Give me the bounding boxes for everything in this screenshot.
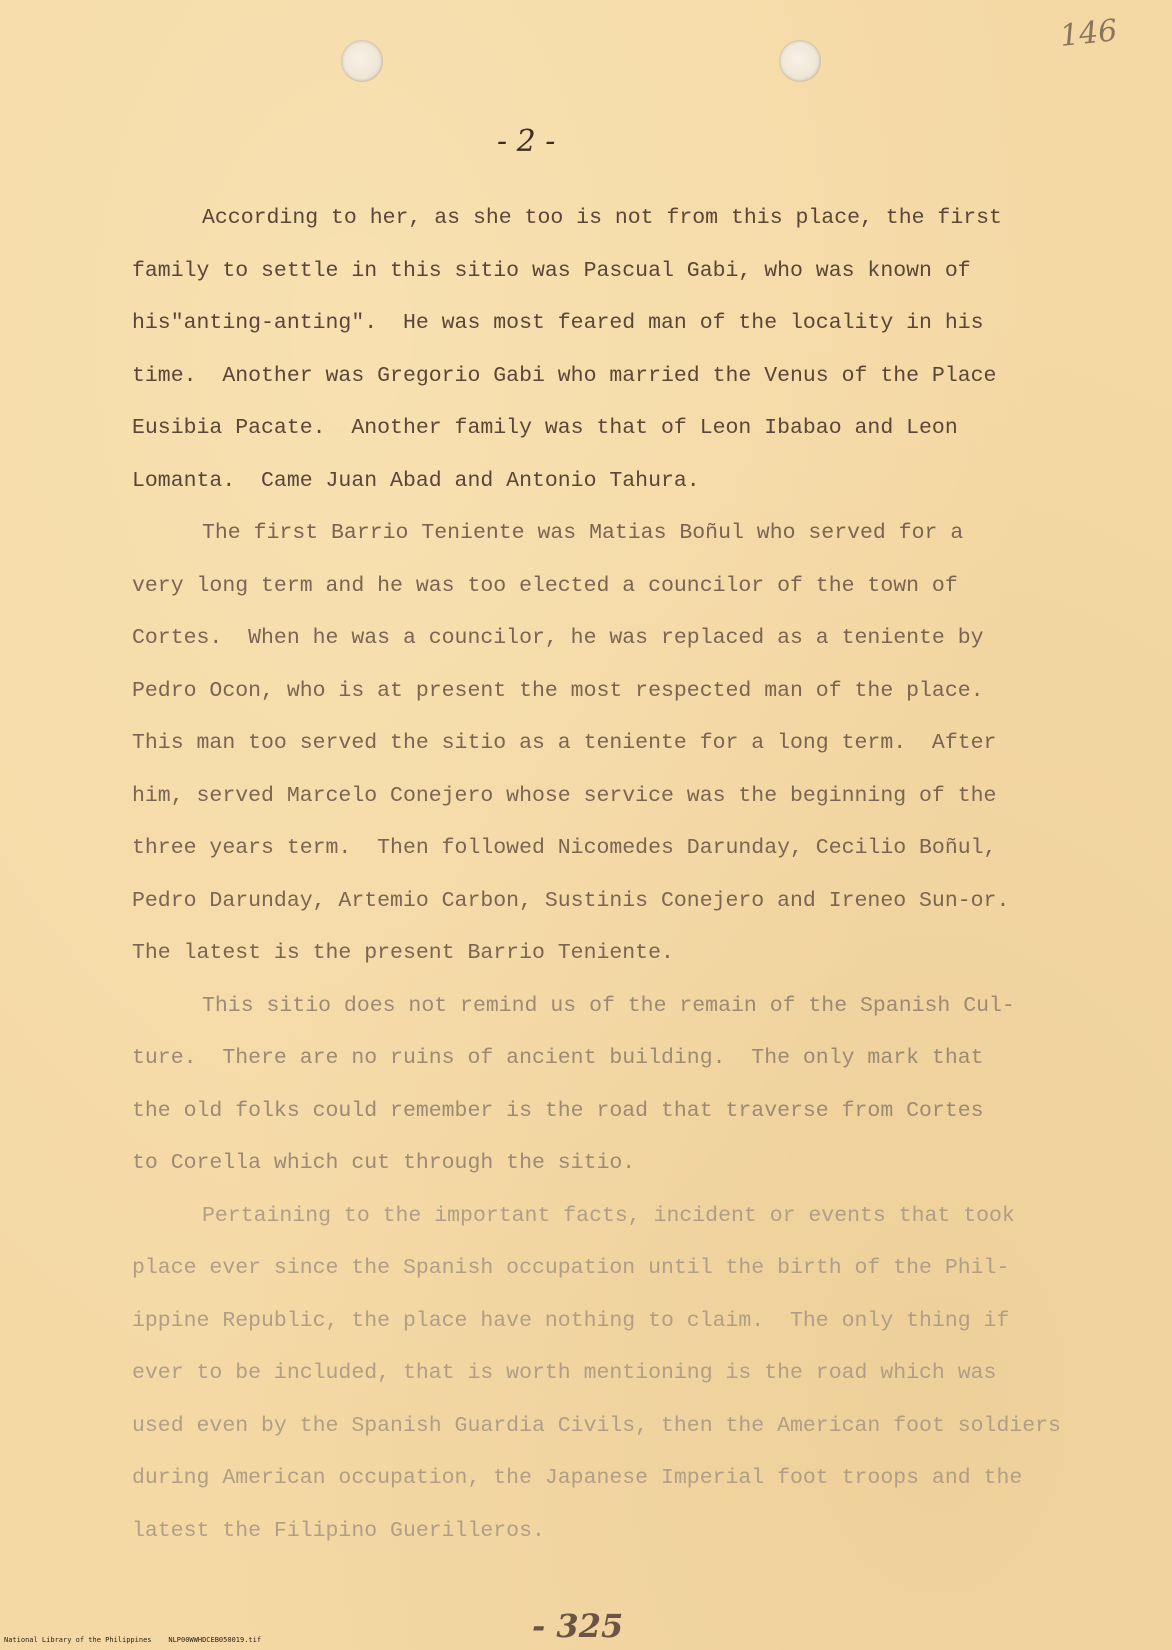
text-line: latest the Filipino Guerilleros. (132, 1518, 545, 1543)
text-line: used even by the Spanish Guardia Civils, then the American foot soldiers (132, 1413, 1061, 1438)
text-line: The latest is the present Barrio Teniente. (132, 941, 674, 965)
paragraph-barrio-tenientes (132, 507, 1092, 980)
paragraph-first-families (132, 192, 1092, 507)
text-line: ippine Republic, the place have nothing to claim. The only thing if (132, 1308, 1010, 1333)
text-line: Lomanta. Came Juan Abad and Antonio Tahura. (132, 468, 700, 493)
archive-footer-label: National Library of the Philippines NLP00WWHDCEB050019.tif (4, 1636, 262, 1644)
page-number: - 2 - (497, 124, 556, 159)
text-line: place ever since the Spanish occupation until the birth of the Phil- (132, 1256, 1010, 1280)
text-line: time. Another was Gregorio Gabi who married the Venus of the Place (132, 363, 997, 388)
text-line: during American occupation, the Japanese Imperial foot troops and the (132, 1466, 1023, 1490)
paragraph-spanish-culture (132, 980, 1092, 1190)
text-line: Cortes. When he was a councilor, he was replaced as a teniente by (132, 626, 984, 650)
text-line: According to her, as she too is not from this place, the first (202, 206, 1002, 230)
text-line: This man too served the sitio as a teniente for a long term. After (132, 731, 997, 755)
text-line: his"anting-anting". He was most feared man of the locality in his (132, 311, 984, 335)
punch-hole-right (779, 40, 821, 82)
text-line: to Corella which cut through the sitio. (132, 1151, 636, 1175)
text-line: ture. There are no ruins of ancient building. The only mark that (132, 1046, 984, 1070)
text-line: very long term and he was too elected a councilor of the town of (132, 573, 958, 598)
text-line: Pedro Ocon, who is at present the most respected man of the place. (132, 678, 984, 703)
text-line: The first Barrio Teniente was Matias Boñul who served for a (202, 521, 964, 545)
handwritten-page-number: 146 (1058, 13, 1119, 54)
text-line: three years term. Then followed Nicomedes Darunday, Cecilio Boñul, (132, 836, 997, 860)
text-line: This sitio does not remind us of the remain of the Spanish Cul- (202, 993, 1015, 1018)
text-line: ever to be included, that is worth mentioning is the road which was (132, 1361, 997, 1385)
punch-hole-left (341, 40, 383, 82)
text-line: Pertaining to the important facts, incident or events that took (202, 1203, 1015, 1228)
archive-stamp-number: - 325 (532, 1607, 624, 1645)
text-line: Eusibia Pacate. Another family was that of Leon Ibabao and Leon (132, 416, 958, 440)
document-body (132, 192, 1092, 1557)
text-line: the old folks could remember is the road that traverse from Cortes (132, 1098, 984, 1123)
text-line: family to settle in this sitio was Pascual Gabi, who was known of (132, 258, 971, 283)
paragraph-important-events (132, 1190, 1092, 1558)
text-line: Pedro Darunday, Artemio Carbon, Sustinis Conejero and Ireneo Sun-or. (132, 888, 1010, 913)
text-line: him, served Marcelo Conejero whose service was the beginning of the (132, 783, 997, 808)
